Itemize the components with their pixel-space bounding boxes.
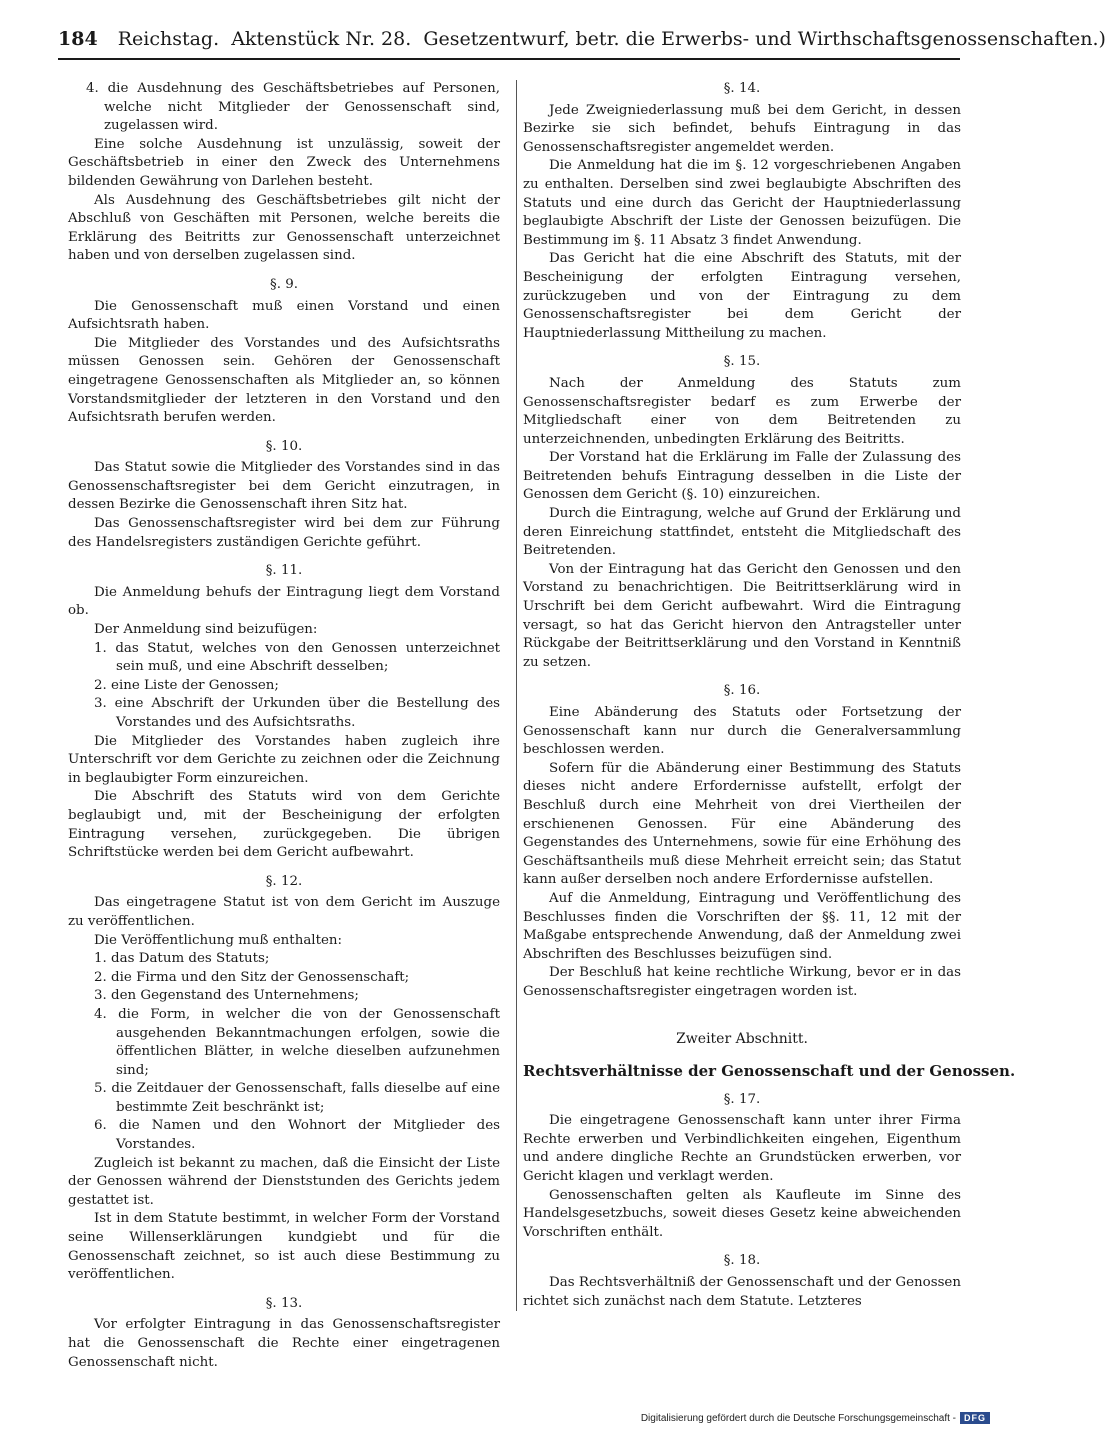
section-heading: §. 12. [265,873,303,889]
paragraph: Das Gericht hat die eine Abschrift des Statuts, mit der Bescheinigung der erfolgten Eintragung versehen, zurückzugeben und von der Eintragung zu dem Genossenschaftsregister bei dem Gericht der Hauptniederlassung Mittheilung zu machen. [523,251,961,341]
paragraph: Jede Zweigniederlassung muß bei dem Gericht, in dessen Bezirke sie sich befindet, behufs Eintragung in das Genossenschaftsregister angemeldet werden. [523,102,961,155]
enumeration-list [68,640,500,733]
list-item: 6. die Namen und den Wohnort der Mitglieder des Vorstandes. [94,1118,500,1153]
paragraph: Der Vorstand hat die Erklärung im Falle der Zulassung des Beitretenden behufs Eintragung desselben in die Liste der Genossen dem Gericht (§. 10) einzureichen. [523,450,961,503]
list-item: 1. das Statut, welches von den Genossen unterzeichnet sein muß, und eine Abschrift desselben; [94,640,500,675]
paragraph: Die Mitglieder des Vorstandes und des Aufsichtsraths müssen Genossen sein. Gehören der Genossenschaft eingetragene Genossenschaften als Mitglieder an, so können Vorstandsmitglieder der letzteren in den Vorstand und den Aufsichtsrath berufen werden. [68,335,500,426]
list-item: 5. die Zeitdauer der Genossenschaft, falls dieselbe auf eine bestimmte Zeit beschränkt ist; [94,1081,500,1115]
paragraph: Vor erfolgter Eintragung in das Genossenschaftsregister hat die Genossenschaft die Rechte einer eingetragenen Genossenschaft nicht. [68,1317,500,1370]
footer-text: Digitalisierung gefördert durch die Deutsche Forschungsgemeinschaft - [640,1412,956,1424]
paragraph: Genossenschaften gelten als Kaufleute im Sinne des Handelsgesetzbuchs, soweit dieses Gesetz keine abweichenden Vorschriften enthält. [523,1187,961,1240]
list-item: 2. eine Liste der Genossen; [94,677,279,693]
paragraph: Eine solche Ausdehnung ist unzulässig, soweit der Geschäftsbetrieb in einer den Zweck des Unternehmens bildenden Gewährung von Darlehen besteht. [68,136,500,189]
paragraph: Das Statut sowie die Mitglieder des Vorstandes sind in das Genossenschaftsregister bei dem Gericht einzutragen, in dessen Bezirke die Genossenschaft ihren Sitz hat. [68,460,500,513]
paragraph: Die Abschrift des Statuts wird von dem Gerichte beglaubigt und, mit der Bescheinigung der erfolgten Eintragung versehen, zurückgegeben. Die übrigen Schriftstücke werden bei dem Gericht aufbewahrt. [68,789,500,861]
paragraph: Der Beschluß hat keine rechtliche Wirkung, bevor er in das Genossenschaftsregister eingetragen worden ist. [523,965,961,999]
chapter-subtitle: Rechtsverhältnisse der Genossenschaft und der Genossen. [523,1062,1016,1081]
header-reichstag: Reichstag. [117,28,220,50]
paragraph: Die Anmeldung behufs der Eintragung liegt dem Vorstand ob. [68,584,500,619]
paragraph: Das eingetragene Statut ist von dem Gericht im Auszuge zu veröffentlichen. [68,895,500,929]
page-header [58,28,1106,60]
dfg-logo: DFG [960,1412,990,1424]
paragraph: Der Anmeldung sind beizufügen: [94,622,318,638]
header-aktenstueck: Aktenstück Nr. 28. [231,28,412,50]
section-heading: §. 15. [723,354,761,370]
section-heading: §. 13. [265,1295,303,1311]
paragraph: Ist in dem Statute bestimmt, in welcher Form der Vorstand seine Willenserklärungen kundgiebt und für die Genossenschaft zeichnet, so ist auch diese Bestimmung zu veröffentlichen. [68,1211,500,1283]
paragraph: Die Anmeldung hat die im §. 12 vorgeschriebenen Angaben zu enthalten. Derselben sind zwei beglaubigte Abschriften des Statuts und eine durch das Gericht der Hauptniederlassung beglaubigte Abschrift der Liste der Genossen beizufügen. Die Bestimmung im §. 11 Absatz 3 findet Anwendung. [523,158,961,248]
list-item: 3. eine Abschrift der Urkunden über die Bestellung des Vorstandes und des Aufsichtsraths. [94,696,500,730]
section-heading: §. 14. [723,81,761,96]
right-column [516,80,1016,1311]
enumeration-list [68,950,500,1155]
section-heading: §. 9. [270,276,298,292]
section-heading: §. 16. [723,683,761,699]
section-heading: §. 18. [723,1253,761,1269]
paragraph: Die Veröffentlichung muß enthalten: [94,932,343,948]
paragraph: Zugleich ist bekannt zu machen, daß die Einsicht der Liste der Genossen während der Dienststunden des Gerichts jedem gestattet ist. [68,1155,500,1208]
paragraph: Durch die Eintragung, welche auf Grund der Erklärung und deren Einreichung stattfindet, entsteht die Mitgliedschaft des Beitretenden. [523,506,961,559]
paragraph: Die Mitglieder des Vorstandes haben zugleich ihre Unterschrift vor dem Gerichte zu zeichnen oder die Zeichnung in beglaubigter Form einzureichen. [68,733,500,786]
digitization-footer [641,1412,990,1424]
paragraph: Sofern für die Abänderung einer Bestimmung des Statuts dieses nicht andere Erfordernisse aufstellt, erfolgt der Beschluß durch eine Mehrheit von drei Viertheilen der erschienenen Genossen. Für eine Abänderung des Gegenstandes des Unternehmens, sowie für eine Erhöhung des Geschäftsantheils muß diese Mehrheit erreicht sein; das Statut kann außer derselben noch andere Erfordernisse aufstellen. [523,760,961,888]
left-column [68,80,500,1372]
paragraph: Als Ausdehnung des Geschäftsbetriebes gilt nicht der Abschluß von Geschäften mit Personen, welche bereits die Erklärung des Beitritts zur Genossenschaft unterzeichnet haben und von derselben zugelassen sind. [68,192,500,264]
paragraph: Von der Eintragung hat das Gericht den Genossen und den Vorstand zu benachrichtigen. Die Beitrittserklärung wird in Urschrift bei dem Gericht aufbewahrt. Wird die Eintragung versagt, so hat das Gericht hiervon den Antragsteller unter Rückgabe der Beitrittserklärung und den Vorstand in Kenntniß zu setzen. [523,561,961,670]
paragraph: Auf die Anmeldung, Eintragung und Veröffentlichung des Beschlusses finden die Vorschriften der §§. 11, 12 mit der Maßgabe entsprechende Anwendung, daß der Anmeldung zwei Abschriften des Beschlusses beizufügen sind. [523,890,961,962]
section-heading: §. 17. [723,1091,761,1107]
list-item: 3. den Gegenstand des Unternehmens; [94,988,359,1004]
paragraph: Nach der Anmeldung des Statuts zum Genossenschaftsregister bedarf es zum Erwerbe der Mitgliedschaft einer von dem Beitretenden zu unterzeichnenden, unbedingten Erklärung des Beitritts. [523,375,961,447]
paragraph: Die eingetragene Genossenschaft kann unter ihrer Firma Rechte erwerben und Verbindlichkeiten eingehen, Eigenthum und andere dingliche Rechte an Grundstücken erwerben, vor Gericht klagen und verklagt werden. [523,1113,961,1185]
section-heading: §. 10. [265,438,303,454]
paragraph: Das Genossenschaftsregister wird bei dem zur Führung des Handelsregisters zuständigen Gerichte geführt. [68,516,500,550]
list-item: 2. die Firma und den Sitz der Genossenschaft; [94,969,410,985]
page-number: 184 [58,28,98,50]
list-item: 4. die Form, in welcher die von der Genossenschaft ausgehenden Bekanntmachungen erfolgen, sowie die öffentlichen Blätter, in welche dieselben aufzunehmen sind; [94,1006,500,1078]
paragraph: Eine Abänderung des Statuts oder Fortsetzung der Genossenschaft kann nur durch die Generalversammlung beschlossen werden. [523,705,961,758]
list-item: 1. das Datum des Statuts; [94,951,270,967]
paragraph: Das Rechtsverhältniß der Genossenschaft und der Genossen richtet sich zunächst nach dem Statute. Letzteres [523,1275,961,1309]
chapter-heading: Zweiter Abschnitt. [676,1030,808,1047]
section-heading: §. 11. [265,563,303,579]
list-item: 4. die Ausdehnung des Geschäftsbetriebes auf Personen, welche nicht Mitglieder der Genossenschaft sind, zugelassen wird. [86,81,500,134]
paragraph: Die Genossenschaft muß einen Vorstand und einen Aufsichtsrath haben. [68,298,500,333]
header-title: Gesetzentwurf, betr. die Erwerbs- und Wirthschaftsgenossenschaften.) [423,28,1106,50]
